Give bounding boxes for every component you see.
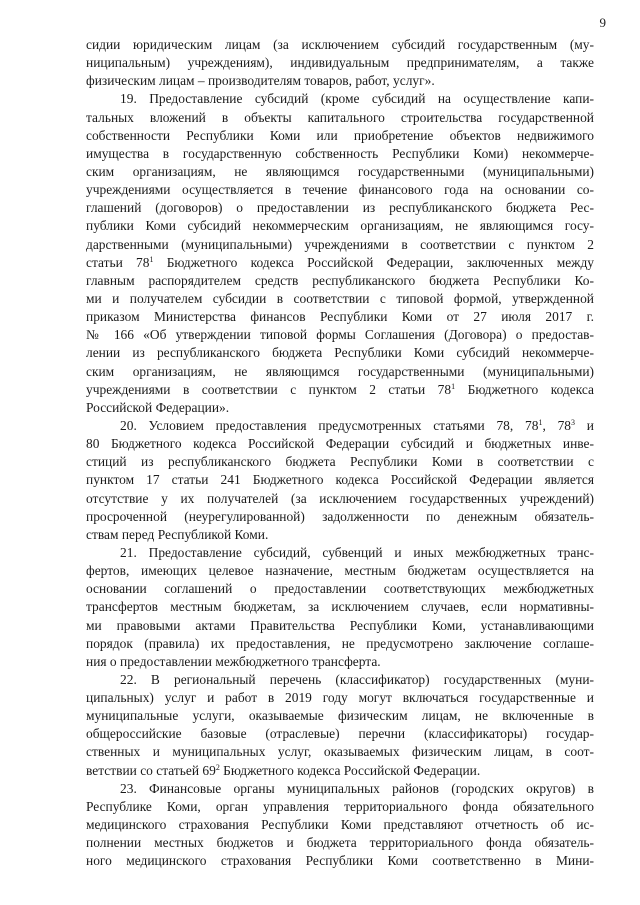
text-line: ципальных) услуг и работ в 2019 году могут включаться государственные и [86,690,594,706]
text-line: ским организациям, не являющимся государственными (муниципальными) [86,363,594,379]
text-line: дарственными (муниципальными) учреждениями в соответствии с пунктом 2 [86,236,594,252]
text-line: физическим лицам – производителям товаров, работ, услуг». [86,73,435,89]
text-line: муниципальные услуги, оказываемые физическим лицам, не включенные в [86,708,594,724]
text-line: лении из республиканского бюджета Республики Коми субсидий некоммерче- [86,345,594,361]
text-line: учреждениями в соответствии с пунктом 2 статьи $78^1$ Бюджетного кодекса [86,381,594,397]
text-line: 21. Предоставление субсидий, субвенций и иных межбюджетных транс- [120,544,594,560]
text-line: 23. Финансовые органы муниципальных районов (городских округов) в [120,780,594,796]
text-line: ствам перед Республикой Коми. [86,526,269,542]
text-line: ским организациям, не являющимся государственными (муниципальными) [86,163,594,179]
text-line: Республике Коми, орган управления территориального фонда обязательного [86,798,594,814]
text-line: порядок (правила) их предоставления, не предусмотрено заключение соглаше- [86,635,594,651]
text-line: собственности Республики Коми или приобретение объектов недвижимого [86,127,594,143]
paragraph [86,671,594,780]
text-line: статьи $78^1$ Бюджетного кодекса Российской Федерации, заключенных между [86,254,595,270]
text-line: фертов, имеющих целевое назначение, местным бюджетам осуществляется на [86,563,594,579]
text-line: ветствии со статьей $69^2$ Бюджетного кодекса Российской Федерации. [86,762,481,778]
text-line: тальных вложений в объекты капитального строительства государственной [86,109,594,125]
page-number: 9 [599,15,606,30]
text-line: имущества в государственную собственность Республики Коми) некоммерче- [86,145,594,161]
text-line: учреждениями осуществляется в течение финансового года на основании со- [86,182,594,198]
paragraph [86,780,594,871]
text-line: отсутствие у их получателей (за исключением государственных учреждений) [86,490,594,506]
text-line: сидии юридическим лицам (за исключением субсидий государственным (му- [86,37,594,52]
text-line: 22. В региональный перечень (классификатор) государственных (муни- [120,671,594,687]
text-line: медицинского страхования Республики Коми представляют отчетность об ис- [86,817,594,833]
text-line: глашений (договоров) о предоставлении из республиканского бюджета Рес- [86,200,594,216]
text-line: Российской Федерации». [86,399,230,415]
text-line: 20. Условием предоставления предусмотренных статьями 78, $78^1$, $78^3$ и [120,417,594,433]
paragraph [86,90,594,417]
text-line: ния о предоставлении межбюджетного трансферта. [86,653,381,669]
text-line: 80 Бюджетного кодекса Российской Федерации субсидий и бюджетных инве- [86,436,594,452]
document-body [86,36,594,870]
text-line: № 166 «Об утверждении типовой формы Соглашения (Договора) о предостав- [86,327,594,343]
text-line: публики Коми субсидий некоммерческим организациям, не являющимся госу- [86,218,594,234]
text-line: ми и получателем субсидии в соответствии с типовой формой, утвержденной [86,290,594,306]
text-line: 19. Предоставление субсидий (кроме субсидий на осуществление капи- [120,91,594,107]
paragraph [86,417,594,544]
text-line: ниципальным) учреждениям), индивидуальным предпринимателям, а также [86,55,594,71]
text-line: стиций из республиканского бюджета Республики Коми в соответствии с [86,454,594,470]
text-line: трансфертов местным бюджетам, за исключением случаев, если нормативны- [86,599,594,615]
paragraph [86,36,594,90]
text-line: ми правовыми актами Правительства Республики Коми, устанавливающими [86,617,594,633]
text-line: главным распорядителем средств республиканского бюджета Республики Ко- [86,272,594,288]
text-line: ственных и муниципальных услуг, оказываемых физическим лицам, в соот- [86,744,594,760]
text-line: приказом Министерства финансов Республики Коми от 27 июля 2017 г. [86,309,594,325]
paragraph [86,544,594,671]
text-line: просроченной (неурегулированной) задолженности по денежным обязатель- [86,508,594,524]
text-line: полнении местных бюджетов и бюджета территориального фонда обязатель- [86,835,594,851]
text-line: пунктом 17 статьи 241 Бюджетного кодекса Российской Федерации является [86,472,594,488]
text-line: общероссийские базовые (отраслевые) перечни (классификаторы) государ- [86,726,594,742]
text-line: ного медицинского страхования Республики Коми соответственно в Мини- [86,853,594,869]
text-line: основании соглашений о предоставлении соответствующих межбюджетных [86,581,594,597]
